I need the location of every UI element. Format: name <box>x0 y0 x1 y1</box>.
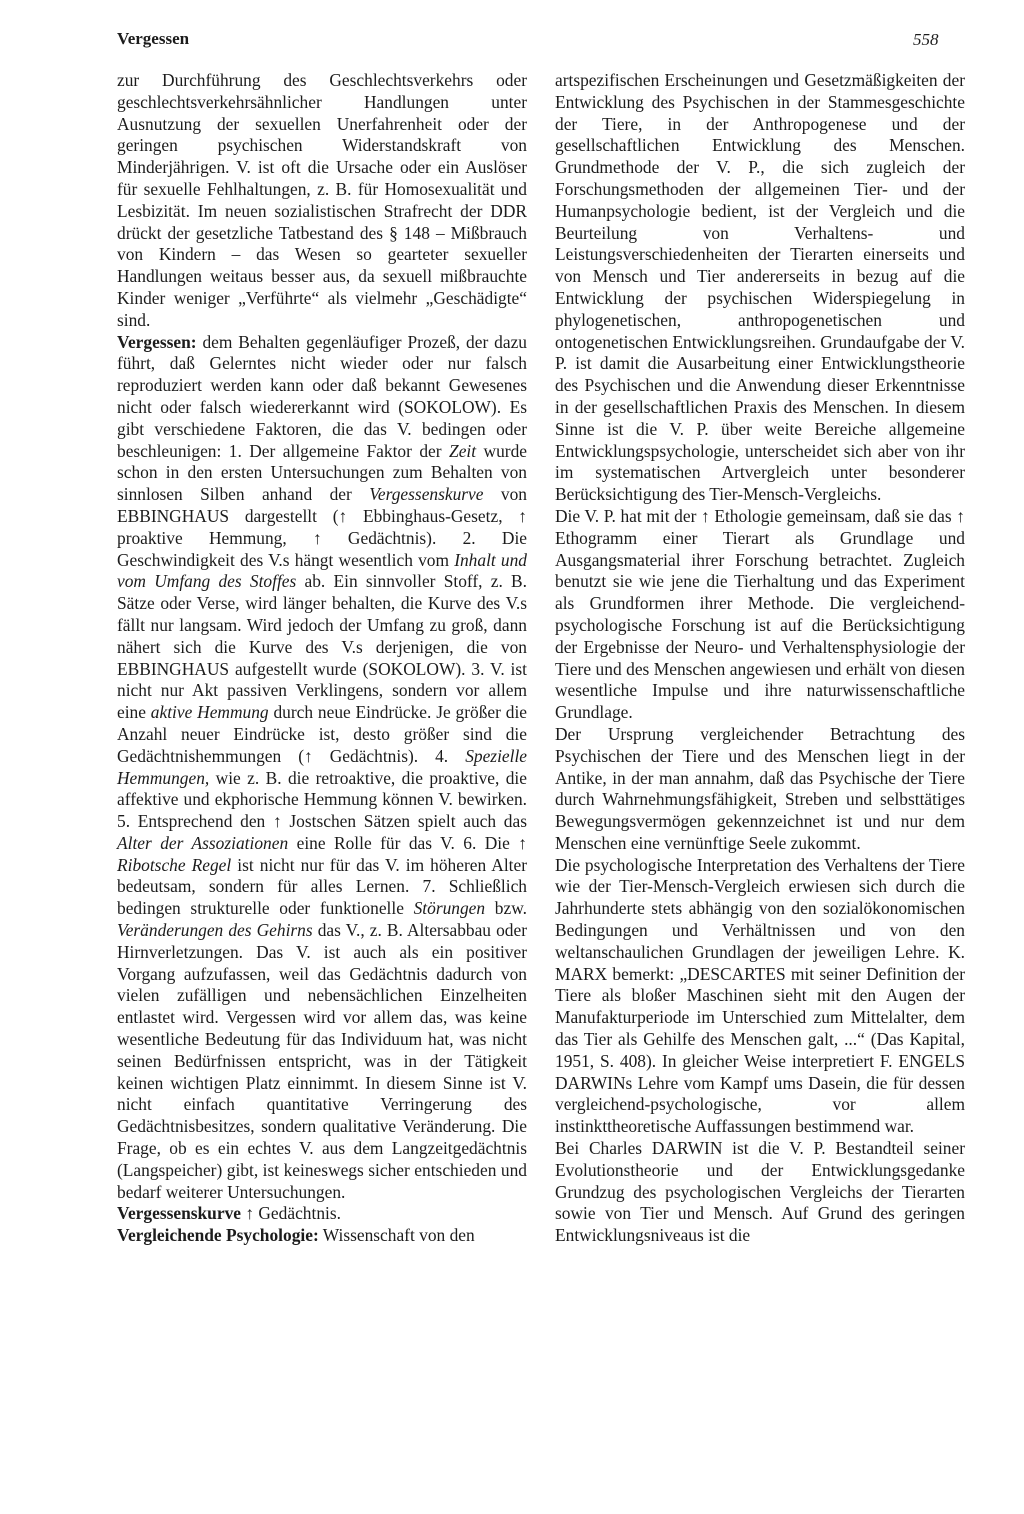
right-column <box>555 70 965 1247</box>
page-number: 558 <box>913 30 939 49</box>
left-column <box>117 70 527 1247</box>
paragraph: Der Ursprung vergleichender Betrachtung des Psychischen der Tiere und des Menschen liegt in der Antike, in der man annahm, daß das Psychische der Tiere durch Wahrnehmungsfähigkeit, Streben und selbsttätiges Bewegungsvermögen gekennzeichnet ist und nur dem Menschen eine vernünftige Seele zukommt. <box>555 723 965 853</box>
entry-term: Vergessen: <box>117 331 197 352</box>
running-header-keyword: Vergessen <box>117 29 190 48</box>
paragraph: Bei Charles DARWIN ist die V. P. Bestandteil seiner Evolutionstheorie und der Entwicklungsgedanke Grundzug des psychologischen Vergleichs der Tierarten sowie von Tier und Mensch. Auf Grund des geringen Entwicklungsniveaus ist die <box>555 1138 965 1246</box>
paragraph: Die psychologische Interpretation des Verhaltens der Tiere wie der Tier-Mensch-Vergleich erwiesen sich durch die Jahrhunderte stets abhängig von den sozialökonomischen Bedingungen und Verhältnissen und von den weltanschaulichen Grundlagen der jeweiligen Lehre. K. MARX bemerkt: „DESCARTES mit seiner Definition der Tiere als bloßer Maschinen sieht mit den Augen der Manufakturperiode im Unterschied zum Mittelalter, dem das Tier als Gehilfe des Menschen galt, ...“ (Das Kapital, 1951, S. 408). In gleicher Weise interpretiert F. ENGELS DARWINs Lehre vom Kampf ums Dasein, die für dessen vergleichend-psychologische, vor allem instinkttheoretische Auffassungen bestimmend war. <box>555 854 965 1137</box>
paragraph: Die V. P. hat mit der ↑ Ethologie gemeinsam, daß sie das ↑ Ethogramm einer Tierart als Grundlage und Ausgangsmaterial ihrer Forschung betrachtet. Zugleich benutzt sie wie jene die Tierhaltung und das Experiment als Grundformen ihrer Methode. Die vergleichend-psychologische Forschung ist auf die Berücksichtigung der Ergebnisse der Neuro- und Verhaltensphysiologie der Tiere und des Menschen angewiesen und erhält von diesen wesentliche Impulse und ihre naturwissenschaftliche Grundlage. <box>555 505 965 723</box>
entry-vergleichende-psychologie: Vergleichende Psychologie: Wissenschaft von den <box>117 1225 475 1246</box>
entry-vergessen: Vergessen: dem Behalten gegenläufiger Prozeß, der dazu führt, daß Gelerntes nicht wieder oder nur falsch reproduziert werden kann oder daß bekannt Gewesenes nicht oder falsch wiedererkannt wird (SOKOLOW). Es gibt verschiedene Faktoren, die das V. bedingen oder beschleunigen: 1. Der allgemeine Faktor der Zeit wurde schon in den ersten Untersuchungen zum Behalten von sinnlosen Silben anhand der Vergessenskurve von EBBINGHAUS dargestellt (↑ Ebbinghaus-Gesetz, ↑ proaktive Hemmung, ↑ Gedächtnis). 2. Die Geschwindigkeit des V.s hängt wesentlich vom Inhalt und vom Umfang des Stoffes ab. Ein sinnvoller Stoff, z. B. Sätze oder Verse, wird länger behalten, die Kurve des V.s fällt nur langsam. Wird jedoch der Umfang zu groß, dann nähert sich die Kurve des V.s derjenigen, die von EBBINGHAUS aufgestellt wurde (SOKOLOW). 3. V. ist nicht nur Akt passiven Verklingens, sondern vor allem eine aktive Hemmung durch neue Eindrücke. Je größer die Anzahl neuer Eindrücke ist, desto größer sind die Gedächtnishemmungen (↑ Gedächtnis). 4. Spezielle Hemmungen, wie z. B. die retroaktive, die proaktive, die affektive und ekphorische Hemmung können V. bewirken. 5. Entsprechend den ↑ Jostschen Sätzen spielt auch das Alter der Assoziationen eine Rolle für das V. 6. Die ↑ Ribotsche Regel ist nicht nur für das V. im höheren Alter bedeutsam, sondern für alles Lernen. 7. Schließlich bedingen strukturelle oder funktionelle Störungen bzw. Veränderungen des Gehirns das V., z. B. Altersabbau oder Hirnverletzungen. Das V. ist auch als ein positiver Vorgang aufzufassen, weil das Gedächtnis dadurch von vielen zufälligen und nebensächlichen Einzelheiten entlastet wird. Vergessen wird vor allem das, was keine wesentliche Bedeutung für das Individuum hat, was nicht seinen Bedürfnissen entspricht, was in der Tätigkeit keinen wichtigen Platz einnimmt. In diesem Sinne ist V. nicht einfach quantitative Verringerung des Gedächtnisbesitzes, sondern qualitative Veränderung. Die Frage, ob es ein echtes V. aus dem Langzeitgedächtnis (Langspeicher) gibt, ist keineswegs sicher entschieden und bedarf weiterer Untersuchungen. <box>117 331 528 1202</box>
entry-term: Vergessenskurve <box>117 1203 241 1224</box>
paragraph: artspezifischen Erscheinungen und Gesetzmäßigkeiten der Entwicklung des Psychischen in der Stammesgeschichte der Tiere, in der Anthropogenese und der gesellschaftlichen Entwicklung des Menschen. Grundmethode der V. P., die sich zugleich der Forschungsmethoden der allgemeinen Tier- und der Humanpsychologie bedient, ist der Vergleich und die Beurteilung von Verhaltens- und Leistungsverschiedenheiten der Tierarten einerseits und von Mensch und Tier andererseits in bezug auf die Entwicklung der psychischen Widerspiegelung in phylogenetischen, anthropogenetischen und ontogenetischen Entwicklungsreihen. Grundaufgabe der V. P. ist damit die Ausarbeitung einer Entwicklungstheorie des Psychischen und die Anwendung dieser Erkenntnisse in der gesellschaftlichen Praxis des Menschen. In diesem Sinne ist die V. P. über weite Bereiche allgemeine Entwicklungspsychologie, unterscheidet sich aber von ihr im systematischen Artvergleich unter besonderer Berücksichtigung des Tier-Mensch-Vergleichs. <box>555 70 965 505</box>
entry-term: Vergleichende Psychologie: <box>117 1225 319 1246</box>
paragraph-continuation: zur Durchführung des Geschlechtsverkehrs oder geschlechtsverkehrsähnlicher Handlungen unter Ausnutzung der sexuellen Unerfahrenheit oder der geringen psychischen Widerstandskraft von Minderjährigen. V. ist oft die Ursache oder ein Auslöser für sexuelle Fehlhaltungen, z. B. für Homosexualität und Lesbizität. Im neuen sozialistischen Strafrecht der DDR drückt der gesetzliche Tatbestand des § 148 – Mißbrauch von Kindern – das Wesen so gearteter sexueller Handlungen weitaus besser aus, da sexuell mißbrauchte Kinder weniger „Verführte“ als vielmehr „Geschädigte“ sind. <box>117 70 527 330</box>
entry-vergessenskurve: Vergessenskurve ↑ Gedächtnis. <box>117 1203 341 1224</box>
